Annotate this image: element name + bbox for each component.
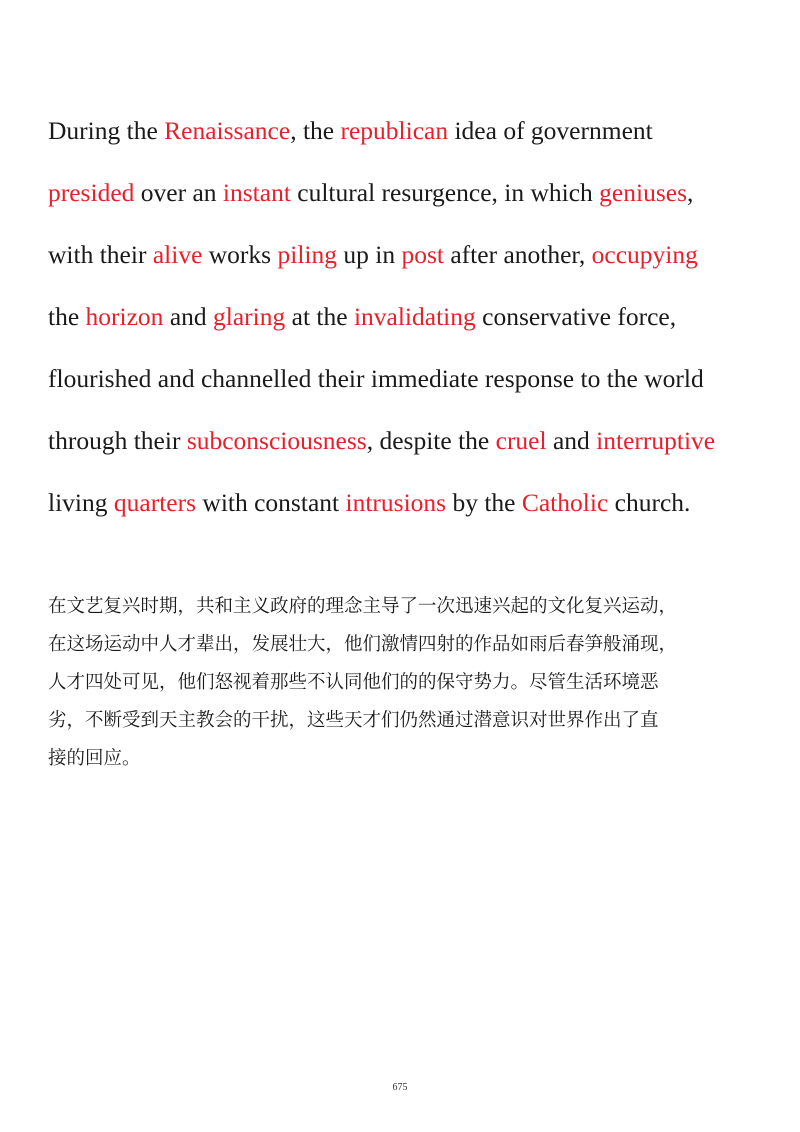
highlighted-word: glaring — [213, 302, 286, 331]
highlighted-word: occupying — [591, 240, 698, 269]
plain-text: and — [546, 426, 597, 455]
plain-text: idea of government — [448, 116, 653, 145]
highlighted-word: geniuses — [599, 178, 687, 207]
plain-text: over an — [134, 178, 223, 207]
plain-text: flourished and channelled their immediate response to the world — [48, 364, 704, 393]
highlighted-word: intrusions — [345, 488, 447, 517]
highlighted-word: alive — [152, 240, 203, 269]
plain-text: , despite the — [366, 426, 496, 455]
plain-text: by the — [446, 488, 522, 517]
chinese-line: 在文艺复兴时期，共和主义政府的理念主导了一次迅速兴起的文化复兴运动， — [48, 596, 678, 617]
chinese-translation-paragraph — [48, 588, 760, 778]
highlighted-word: interruptive — [596, 426, 716, 455]
chinese-line: 在这场运动中人才辈出，发展壮大，他们激情四射的作品如雨后春笋般涌现， — [48, 634, 678, 655]
english-line — [48, 286, 768, 348]
plain-text: During the — [48, 116, 165, 145]
highlighted-word: quarters — [113, 488, 197, 517]
highlighted-word: cruel — [495, 426, 547, 455]
english-line — [48, 100, 768, 162]
english-line — [48, 348, 768, 410]
plain-text: and — [163, 302, 214, 331]
english-line — [48, 224, 768, 286]
highlighted-word: piling — [277, 240, 337, 269]
plain-text: with constant — [196, 488, 346, 517]
chinese-line: 接的回应。 — [48, 748, 141, 769]
english-paragraph — [48, 100, 768, 534]
plain-text: through their — [48, 426, 187, 455]
plain-text: with their — [48, 240, 153, 269]
highlighted-word: horizon — [85, 302, 164, 331]
chinese-line: 人才四处可见，他们怒视着那些不认同他们的的保守势力。尽管生活环境恶 — [48, 672, 659, 693]
highlighted-word: Renaissance — [164, 116, 291, 145]
highlighted-word: invalidating — [353, 302, 476, 331]
plain-text: , the — [290, 116, 341, 145]
plain-text: at the — [285, 302, 354, 331]
highlighted-word: instant — [222, 178, 291, 207]
plain-text: conservative force, — [475, 302, 677, 331]
highlighted-word: post — [401, 240, 444, 269]
chinese-line: 劣，不断受到天主教会的干扰，这些天才们仍然通过潜意识对世界作出了直 — [48, 710, 659, 731]
english-line — [48, 410, 768, 472]
plain-text: church. — [608, 488, 691, 517]
highlighted-word: subconsciousness — [186, 426, 367, 455]
plain-text: the — [48, 302, 86, 331]
plain-text: after another, — [443, 240, 592, 269]
plain-text: living — [48, 488, 114, 517]
highlighted-word: republican — [340, 116, 449, 145]
plain-text: cultural resurgence, in which — [290, 178, 600, 207]
page-number: 675 — [392, 1082, 408, 1093]
highlighted-word: presided — [48, 178, 135, 207]
plain-text: up in — [337, 240, 402, 269]
english-line — [48, 472, 768, 534]
highlighted-word: Catholic — [521, 488, 609, 517]
plain-text: works — [202, 240, 278, 269]
plain-text: , — [687, 178, 694, 207]
english-line — [48, 162, 768, 224]
